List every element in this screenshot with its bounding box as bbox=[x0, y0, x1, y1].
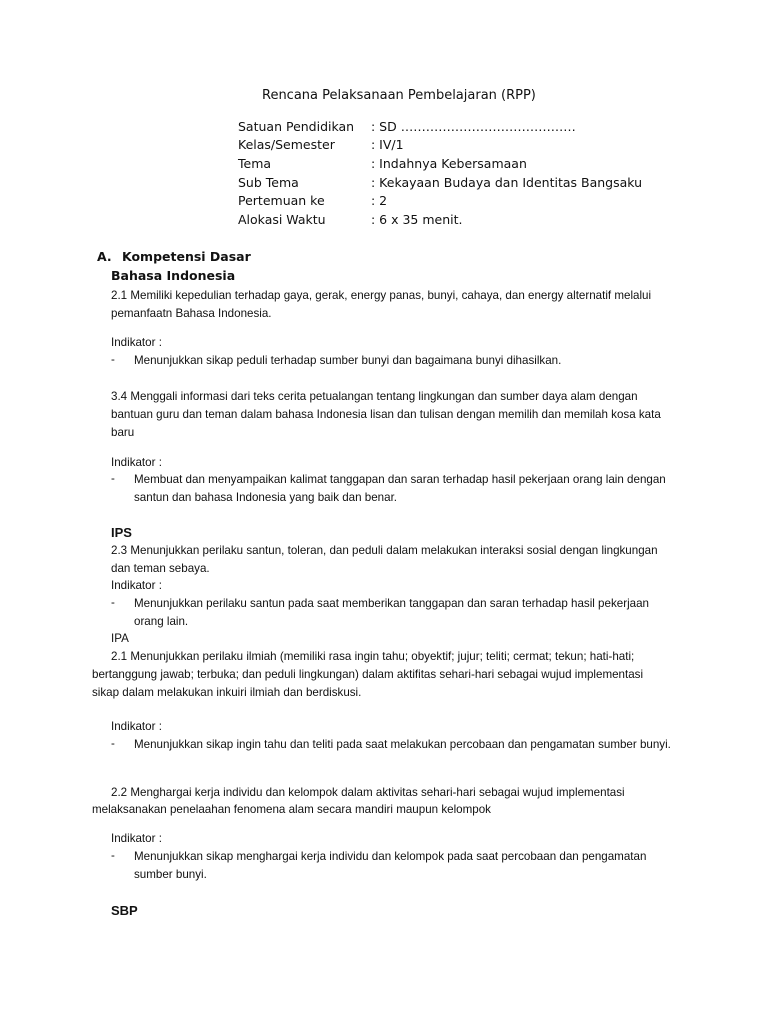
indicator-text: Membuat dan menyampaikan kalimat tanggapan dan saran terhadap hasil pekerjaan orang lain dengan bbox=[134, 473, 666, 486]
info-value: : Kekayaan Budaya dan Identitas Bangsaku bbox=[371, 175, 643, 190]
info-value: : 2 bbox=[371, 193, 388, 208]
kd-text: melaksanakan penelaahan fenomena alam secara mandiri maupun kelompok bbox=[92, 803, 491, 816]
kd-text: 2.1 Memiliki kepedulian terhadap gaya, gerak, energy panas, bunyi, cahaya, dan energy alternatif melalui bbox=[111, 289, 652, 302]
bullet-dash: - bbox=[111, 472, 115, 485]
bullet-dash: - bbox=[111, 737, 115, 750]
info-value: : 6 x 35 menit. bbox=[371, 212, 463, 227]
kd-text: 2.3 Menunjukkan perilaku santun, toleran, dan peduli dalam melakukan interaksi sosial dengan lingkungan bbox=[111, 544, 658, 557]
indicator-label: Indikator : bbox=[111, 336, 162, 349]
indicator-label: Indikator : bbox=[111, 720, 162, 733]
indicator-text: sumber bunyi. bbox=[134, 868, 207, 881]
indicator-text: santun dan bahasa Indonesia yang baik dan benar. bbox=[134, 491, 398, 504]
info-label: Alokasi Waktu bbox=[238, 212, 326, 227]
subject-heading-bahasa: Bahasa Indonesia bbox=[111, 268, 236, 283]
info-value: : SD …………………………………… bbox=[371, 119, 576, 134]
info-label: Sub Tema bbox=[238, 175, 299, 190]
kd-text: 2.1 Menunjukkan perilaku ilmiah (memiliki rasa ingin tahu; obyektif; jujur; teliti; cermat; tekun; hati-hati; bbox=[111, 650, 635, 663]
bullet-dash: - bbox=[111, 849, 115, 862]
indicator-text: Menunjukkan perilaku santun pada saat memberikan tanggapan dan saran terhadap hasil pekerjaan bbox=[134, 597, 649, 610]
kd-text: bertanggung jawab; terbuka; dan peduli lingkungan) dalam aktifitas sehari-hari sebagai wujud implementasi bbox=[92, 668, 644, 681]
subject-heading-ipa: IPA bbox=[111, 632, 129, 645]
kd-text: 2.2 Menghargai kerja individu dan kelompok dalam aktivitas sehari-hari sebagai wujud implementasi bbox=[111, 786, 625, 799]
info-label: Satuan Pendidikan bbox=[238, 119, 355, 134]
kd-text: bantuan guru dan teman dalam bahasa Indonesia lisan dan tulisan dengan memilih dan memilah kosa kata bbox=[111, 408, 661, 421]
indicator-label: Indikator : bbox=[111, 832, 162, 845]
info-value: : IV/1 bbox=[371, 137, 404, 152]
info-value: : Indahnya Kebersamaan bbox=[371, 156, 527, 171]
kd-text: sikap dalam melakukan inkuiri ilmiah dan berdiskusi. bbox=[92, 686, 362, 699]
info-label: Kelas/Semester bbox=[238, 137, 335, 152]
indicator-text: Menunjukkan sikap menghargai kerja individu dan kelompok pada saat percobaan dan pengamatan bbox=[134, 850, 647, 863]
indicator-label: Indikator : bbox=[111, 579, 162, 592]
kd-text: pemanfaatn Bahasa Indonesia. bbox=[111, 307, 272, 320]
indicator-text: Menunjukkan sikap ingin tahu dan teliti pada saat melakukan percobaan dan pengamatan sumber bunyi. bbox=[134, 738, 671, 751]
bullet-dash: - bbox=[111, 596, 115, 609]
bullet-dash: - bbox=[111, 353, 115, 366]
section-marker: A. bbox=[97, 249, 112, 264]
kd-text: baru bbox=[111, 426, 135, 439]
subject-heading-sbp: SBP bbox=[111, 903, 138, 918]
indicator-label: Indikator : bbox=[111, 456, 162, 469]
section-heading: Kompetensi Dasar bbox=[122, 249, 251, 264]
kd-text: dan teman sebaya. bbox=[111, 562, 210, 575]
info-label: Tema bbox=[238, 156, 272, 171]
indicator-text: Menunjukkan sikap peduli terhadap sumber bunyi dan bagaimana bunyi dihasilkan. bbox=[134, 354, 562, 367]
indicator-text: orang lain. bbox=[134, 615, 189, 628]
subject-heading-ips: IPS bbox=[111, 525, 132, 540]
kd-text: 3.4 Menggali informasi dari teks cerita petualangan tentang lingkungan dan sumber daya alam dengan bbox=[111, 390, 638, 403]
page-title: Rencana Pelaksanaan Pembelajaran (RPP) bbox=[262, 88, 536, 103]
info-label: Pertemuan ke bbox=[238, 193, 325, 208]
